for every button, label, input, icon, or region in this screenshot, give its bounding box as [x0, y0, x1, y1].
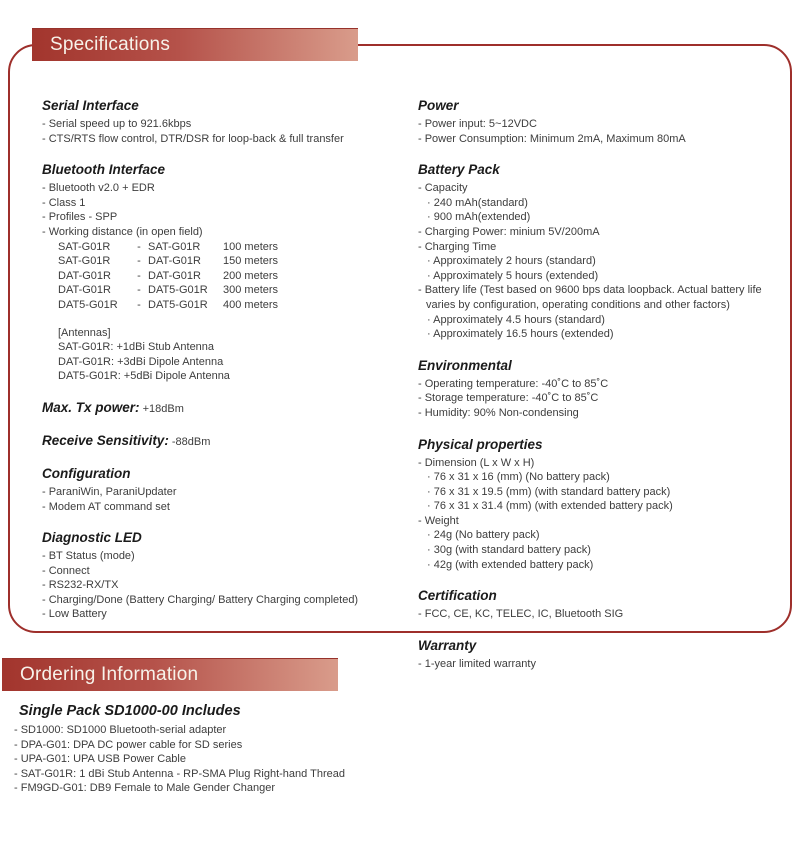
- spec-line: · 76 x 31 x 16 (mm) (No battery pack): [427, 471, 610, 484]
- working-distance-cell: 200 meters: [223, 269, 279, 282]
- section-heading-label: Max. Tx power:: [42, 399, 140, 415]
- spec-line: - Charging Power: minium 5V/200mA: [418, 225, 600, 238]
- spec-section-block: [418, 437, 790, 573]
- working-distance-cell: SAT-G01R: [148, 240, 201, 253]
- spec-line: [Antennas]: [58, 326, 111, 339]
- working-distance-cell: DAT-G01R: [58, 269, 111, 282]
- section-heading-label: Physical properties: [418, 436, 543, 452]
- spec-line: - Charging/Done (Battery Charging/ Battery Charging completed): [42, 593, 359, 606]
- ordering-item-list: [14, 723, 800, 796]
- section-heading: [418, 98, 790, 114]
- working-distance-cell: 150 meters: [223, 255, 279, 268]
- spec-line: · Approximately 4.5 hours (standard): [427, 313, 605, 326]
- working-distance-cell: -: [137, 269, 141, 282]
- section-heading-label: Environmental: [418, 357, 512, 373]
- section-heading-label: Bluetooth Interface: [42, 162, 166, 178]
- spec-section-block: [418, 162, 790, 342]
- spec-line: - Charging Time: [418, 240, 497, 253]
- section-heading: [418, 437, 790, 453]
- spec-section-block: [42, 466, 398, 514]
- spec-line: · Approximately 5 hours (extended): [427, 269, 599, 282]
- spec-line: - FCC, CE, KC, TELEC, IC, Bluetooth SIG: [418, 608, 624, 621]
- specifications-header-bar: Specifications: [32, 28, 358, 61]
- section-heading-label: Battery Pack: [418, 162, 500, 178]
- ordering-heading: Single Pack SD1000-00 Includes: [19, 703, 241, 719]
- spec-line: - 1-year limited warranty: [418, 657, 536, 670]
- section-inline-value: +18dBm: [139, 402, 184, 415]
- spec-left-column: [42, 98, 398, 638]
- spec-line: - ParaniWin, ParaniUpdater: [42, 485, 177, 498]
- section-heading-label: Diagnostic LED: [42, 530, 142, 546]
- working-distance-cell: DAT-G01R: [148, 269, 201, 282]
- working-distance-cell: 100 meters: [223, 240, 279, 253]
- ordering-item: - SD1000: SD1000 Bluetooth-serial adapter: [14, 724, 227, 736]
- ordering-header-bar: Ordering Information: [2, 658, 338, 691]
- working-distance-cell: DAT5-G01R: [148, 298, 208, 311]
- section-heading: [418, 162, 790, 178]
- spec-line: · Approximately 16.5 hours (extended): [427, 328, 614, 341]
- spec-line: · 24g (No battery pack): [427, 529, 540, 542]
- working-distance-cell: DAT5-G01R: [148, 284, 208, 297]
- section-heading-label: Warranty: [418, 637, 477, 653]
- section-heading-label: Serial Interface: [42, 98, 139, 113]
- spec-line: - Connect: [42, 564, 90, 577]
- working-distance-row: [42, 254, 398, 269]
- section-heading: [42, 466, 398, 482]
- working-distance-cell: DAT5-G01R: [58, 298, 118, 311]
- section-heading: [42, 98, 398, 114]
- section-heading-label: Configuration: [42, 465, 131, 481]
- working-distance-row: [42, 283, 398, 298]
- spec-line: - Power input: 5~12VDC: [418, 118, 537, 130]
- spec-line: SAT-G01R: +1dBi Stub Antenna: [58, 341, 215, 354]
- section-heading: [42, 400, 398, 417]
- section-heading: [418, 638, 790, 654]
- spec-line: · 900 mAh(extended): [427, 211, 531, 224]
- ordering-item: - DPA-G01: DPA DC power cable for SD series: [14, 738, 243, 751]
- working-distance-row: [42, 240, 398, 255]
- working-distance-cell: DAT-G01R: [58, 284, 111, 297]
- section-heading-label: Certification: [418, 588, 497, 604]
- section-inline-value: -88dBm: [168, 435, 211, 448]
- spec-section-block: [42, 433, 398, 450]
- spec-line: - Working distance (in open field): [42, 225, 203, 238]
- spec-section-block: [418, 358, 790, 421]
- spec-section-block: [418, 98, 790, 146]
- ordering-item: - SAT-G01R: 1 dBi Stub Antenna - RP-SMA Plug Right-hand Thread: [14, 767, 345, 780]
- spec-line: · 76 x 31 x 19.5 (mm) (with standard battery pack): [427, 485, 671, 498]
- spacer: [42, 313, 398, 326]
- spec-line: · 42g (with extended battery pack): [427, 558, 594, 571]
- section-heading: [42, 162, 398, 178]
- spec-line: - Bluetooth v2.0 + EDR: [42, 182, 155, 195]
- spec-section-block: [42, 162, 398, 384]
- spec-line: · Approximately 2 hours (standard): [427, 255, 596, 268]
- spec-section-block: [418, 638, 790, 672]
- spec-line: - Operating temperature: -40˚C to 85˚C: [418, 377, 609, 390]
- spec-line: - Power Consumption: Minimum 2mA, Maximum 80mA: [418, 132, 686, 145]
- spec-section-block: [418, 588, 790, 622]
- spec-right-column: [418, 98, 790, 687]
- spec-line: - Profiles - SPP: [42, 211, 118, 224]
- section-heading-label: Power: [418, 98, 459, 113]
- spec-line: - Dimension (L x W x H): [418, 456, 535, 469]
- spec-line: - Humidity: 90% Non-condensing: [418, 406, 579, 419]
- spec-line: DAT5-G01R: +5dBi Dipole Antenna: [58, 370, 230, 383]
- ordering-item: - UPA-G01: UPA USB Power Cable: [14, 753, 186, 766]
- spec-line: · 76 x 31 x 31.4 (mm) (with extended battery pack): [427, 500, 673, 513]
- spec-line: - Class 1: [42, 196, 86, 209]
- working-distance-row: [42, 298, 398, 313]
- specifications-section: [8, 34, 792, 670]
- spec-line: - Serial speed up to 921.6kbps: [42, 118, 192, 130]
- working-distance-cell: SAT-G01R: [58, 240, 111, 253]
- section-heading-label: Receive Sensitivity:: [42, 432, 169, 448]
- working-distance-cell: 400 meters: [223, 298, 279, 311]
- spec-line: - Weight: [418, 514, 459, 527]
- working-distance-row: [42, 269, 398, 284]
- spec-line: - Capacity: [418, 182, 468, 195]
- spec-line: DAT-G01R: +3dBi Dipole Antenna: [58, 355, 224, 368]
- spec-section-block: [42, 98, 398, 146]
- spec-line: - Modem AT command set: [42, 500, 170, 513]
- section-heading: [42, 530, 398, 546]
- spec-line: - Battery life (Test based on 9600 bps data loopback. Actual battery life varies by configuration, operating conditions and other factors): [418, 284, 762, 311]
- section-heading: [418, 588, 790, 604]
- spec-line: - Low Battery: [42, 608, 107, 621]
- working-distance-cell: -: [137, 284, 141, 297]
- working-distance-cell: SAT-G01R: [58, 255, 111, 268]
- spec-line: - Storage temperature: -40˚C to 85˚C: [418, 392, 599, 405]
- working-distance-cell: -: [137, 255, 141, 268]
- spec-section-block: [42, 400, 398, 417]
- section-heading: [418, 358, 790, 374]
- working-distance-cell: -: [137, 240, 141, 253]
- spec-line: · 240 mAh(standard): [427, 196, 528, 209]
- spec-line: - BT Status (mode): [42, 550, 135, 563]
- ordering-content: [14, 702, 800, 796]
- working-distance-cell: DAT-G01R: [148, 255, 201, 268]
- spec-line: - CTS/RTS flow control, DTR/DSR for loop-back & full transfer: [42, 132, 344, 145]
- spec-line: · 30g (with standard battery pack): [427, 544, 591, 557]
- spec-line: - RS232-RX/TX: [42, 579, 119, 592]
- ordering-item: - FM9GD-G01: DB9 Female to Male Gender Changer: [14, 782, 276, 795]
- working-distance-cell: -: [137, 298, 141, 311]
- section-heading: [42, 433, 398, 450]
- spec-section-block: [42, 530, 398, 622]
- working-distance-cell: 300 meters: [223, 284, 279, 297]
